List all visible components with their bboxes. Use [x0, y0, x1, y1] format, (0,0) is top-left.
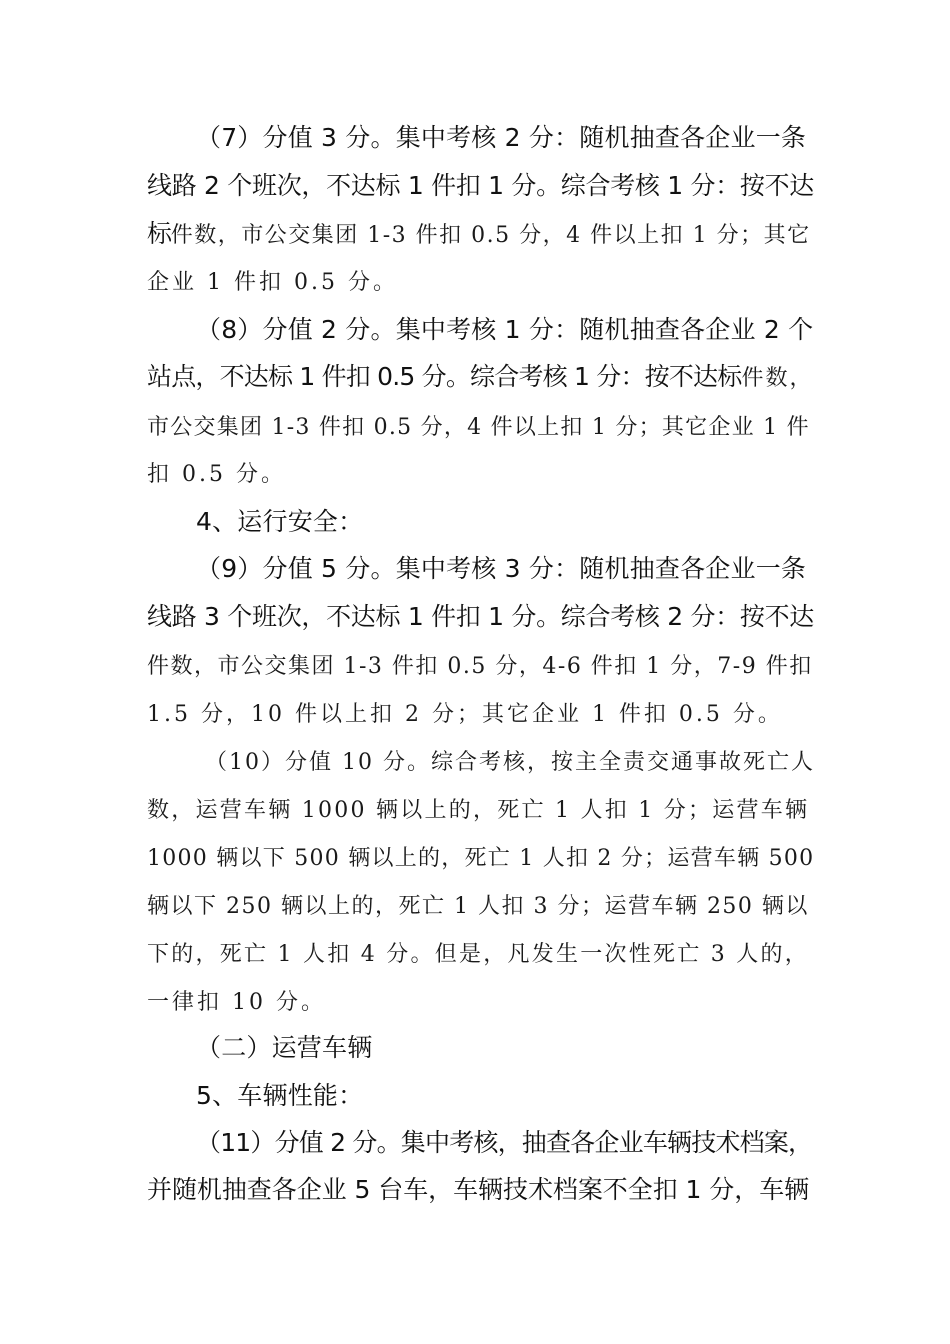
text-run: 1.5 分，10 件以上扣 2 分；其它企业 1 件扣 0.5 分。: [147, 702, 783, 727]
text-run: （二）运营车辆: [196, 1033, 373, 1062]
text-run: （8）分值 2 分。集中考核 1 分：随机抽查各企业 2 个: [196, 315, 814, 344]
text-run: 标: [147, 219, 171, 248]
text-line: [205, 745, 815, 776]
text-run: 线路 3 个班次，不达标 1 件扣 1 分。综合考核 2 分：按不达: [147, 602, 814, 631]
text-run: 件数，: [741, 366, 814, 391]
text-run: 站点，不达标 1 件扣 0.5 分。综合考核 1 分：按不达标: [147, 362, 742, 391]
text-line: [147, 649, 813, 680]
text-line: [196, 1123, 812, 1159]
section-heading: [196, 1028, 372, 1064]
text-line: [147, 985, 326, 1016]
text-run: 扣 0.5 分。: [147, 462, 286, 487]
text-line: [147, 410, 810, 441]
text-line: [147, 937, 809, 968]
text-run: 5、车辆性能：: [196, 1081, 364, 1110]
text-line: [147, 597, 814, 633]
text-line: [196, 118, 806, 154]
text-line: [147, 841, 814, 872]
text-run: 企业 1 件扣 0.5 分。: [147, 270, 398, 295]
text-line: [196, 310, 813, 346]
section-heading: [196, 502, 363, 538]
text-run: 1000 辆以下 500 辆以上的，死亡 1 人扣 2 分；运营车辆 500: [147, 846, 815, 871]
text-run: 件数，市公交集团 1-3 件扣 0.5 分，4-6 件扣 1 分，7-9 件扣: [147, 654, 813, 679]
text-line: [196, 549, 806, 585]
text-line: [147, 889, 809, 920]
section-heading: [196, 1076, 363, 1112]
text-line: [147, 166, 814, 202]
text-run: 市公交集团 1-3 件扣 0.5 分，4 件以上扣 1 分；其它企业 1 件: [147, 415, 810, 440]
text-run: （11）分值 2 分。集中考核，抽查各企业车辆技术档案，: [196, 1128, 813, 1157]
text-line: [147, 457, 286, 488]
text-run: 下的，死亡 1 人扣 4 分。但是，凡发生一次性死亡 3 人的，: [147, 942, 809, 967]
text-line: [147, 357, 813, 393]
text-run: 件数，市公交集团 1-3 件扣 0.5 分，4 件以上扣 1 分；其它: [170, 223, 811, 248]
text-line: [147, 265, 398, 296]
text-run: （9）分值 5 分。集中考核 3 分：随机抽查各企业一条: [196, 554, 807, 583]
text-run: 辆以下 250 辆以上的，死亡 1 人扣 3 分；运营车辆 250 辆以: [147, 894, 809, 919]
text-line: [147, 793, 809, 824]
text-line: [147, 214, 811, 250]
text-line: [147, 1170, 809, 1206]
text-run: 4、运行安全：: [196, 507, 364, 536]
text-run: 一律扣 10 分。: [147, 990, 326, 1015]
text-run: （7）分值 3 分。集中考核 2 分：随机抽查各企业一条: [196, 123, 807, 152]
text-line: [147, 697, 783, 728]
text-run: 线路 2 个班次，不达标 1 件扣 1 分。综合考核 1 分：按不达: [147, 171, 814, 200]
text-run: 并随机抽查各企业 5 台车，车辆技术档案不全扣 1 分，车辆: [147, 1175, 810, 1204]
text-run: 数，运营车辆 1000 辆以上的，死亡 1 人扣 1 分；运营车辆: [147, 798, 810, 823]
text-run: （10）分值 10 分。综合考核，按主全责交通事故死亡人: [205, 750, 815, 775]
